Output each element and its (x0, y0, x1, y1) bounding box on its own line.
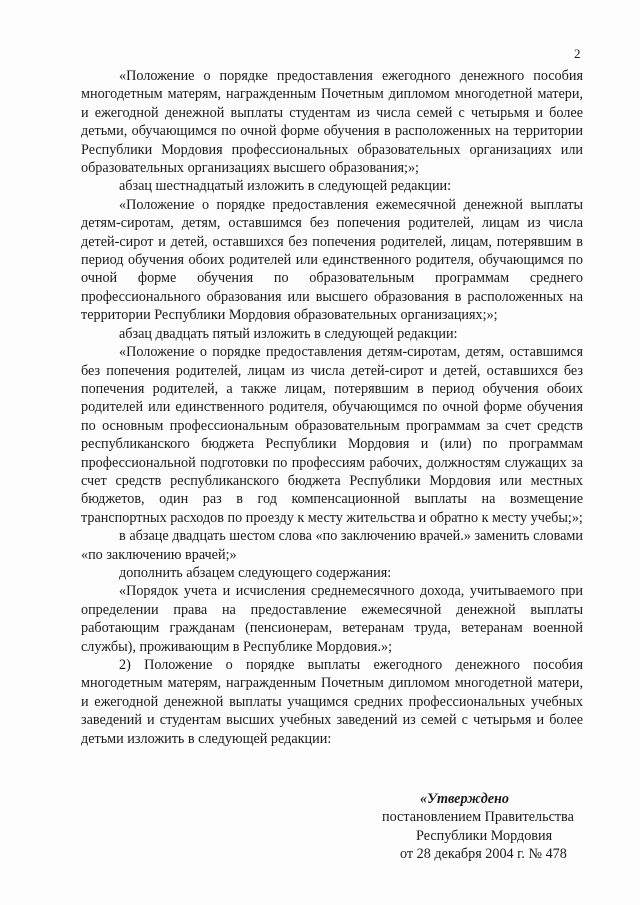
approval-stamp (360, 790, 590, 864)
approval-line-authority: постановлением Правительства (382, 809, 574, 826)
paragraph-quote-annual-allowance: «Положение о порядке предоставления ежегодного денежного пособия многодетным матерям, награжденным Почетным дипломом многодетной матери, и ежегодной денежной выплаты студентам из числа семей с четырьмя и более детьми, обучающимся по очной форме обучения в расположенных на территории Республики Мордовия профессиональных образовательных организациях или образовательных организациях высшего образования;»; (81, 68, 583, 177)
approval-line-date: от 28 декабря 2004 г. № 478 (400, 846, 567, 863)
document-body (81, 67, 583, 748)
paragraph-instruction-twenty-sixth: в абзаце двадцать шестом слова «по заключению врачей.» заменить словами «по заключению врачей;» (81, 528, 583, 563)
paragraph-quote-income-calculation: «Порядок учета и исчисления среднемесячного дохода, учитываемого при определении права на предоставление ежемесячной денежной выплаты работающим гражданам (пенсионерам, ветеранам труда, ветеранам военной службы), проживающим в Республике Мордовия.»; (81, 583, 583, 655)
paragraph-quote-monthly-payment: «Положение о порядке предоставления ежемесячной денежной выплаты детям-сиротам, детям, оставшимся без попечения родителей, лицам из числа детей-сирот и детей, оставшихся без попечения родителей, лицам, потерявшим в период обучения обоих родителей или единственного родителя, обучающимся по очной форме обучения по образовательным программам среднего профессионального образования или высшего образования в расположенных на территории Республики Мордовия образовательных организациях;»; (81, 196, 583, 324)
paragraph-quote-transport-compensation: «Положение о порядке предоставления детям-сиротам, детям, оставшимся без попечения родителей, лицам из числа детей-сирот и детей, оставшихся без попечения родителей, а также лицам, потерявшим в период обучения обоих родителей или единственного родителя, обучающимся по очной форме обучения по основным профессиональным образовательным программам за счет средств республиканского бюджета Республики Мордовия и (или) по программам профессиональной подготовки по профессиям рабочих, должностям служащих за счет средств республиканского бюджета Республики Мордовия или местных бюджетов, один раз в год компенсационной выплаты на возмещение транспортных расходов по проезду к месту жительства и обратно к месту учебы;»; (81, 344, 583, 526)
paragraph-instruction-twenty-fifth: абзац двадцать пятый изложить в следующей редакции: (119, 325, 458, 342)
page-number: 2 (574, 46, 581, 61)
paragraph-instruction-add: дополнить абзацем следующего содержания: (119, 564, 392, 581)
approval-title: «Утверждено (420, 791, 510, 807)
approval-line-region: Республики Мордовия (416, 827, 553, 844)
paragraph-item-2: 2) Положение о порядке выплаты ежегодного денежного пособия многодетным матерям, награжденным Почетным дипломом многодетной матери, и ежегодной денежной выплаты учащимся средних профессиональных учебных заведений и студентам высших учебных заведений из семей с четырьмя и более детьми изложить в следующей редакции: (81, 657, 583, 747)
paragraph-instruction-sixteenth: абзац шестнадцатый изложить в следующей редакции: (119, 178, 452, 195)
